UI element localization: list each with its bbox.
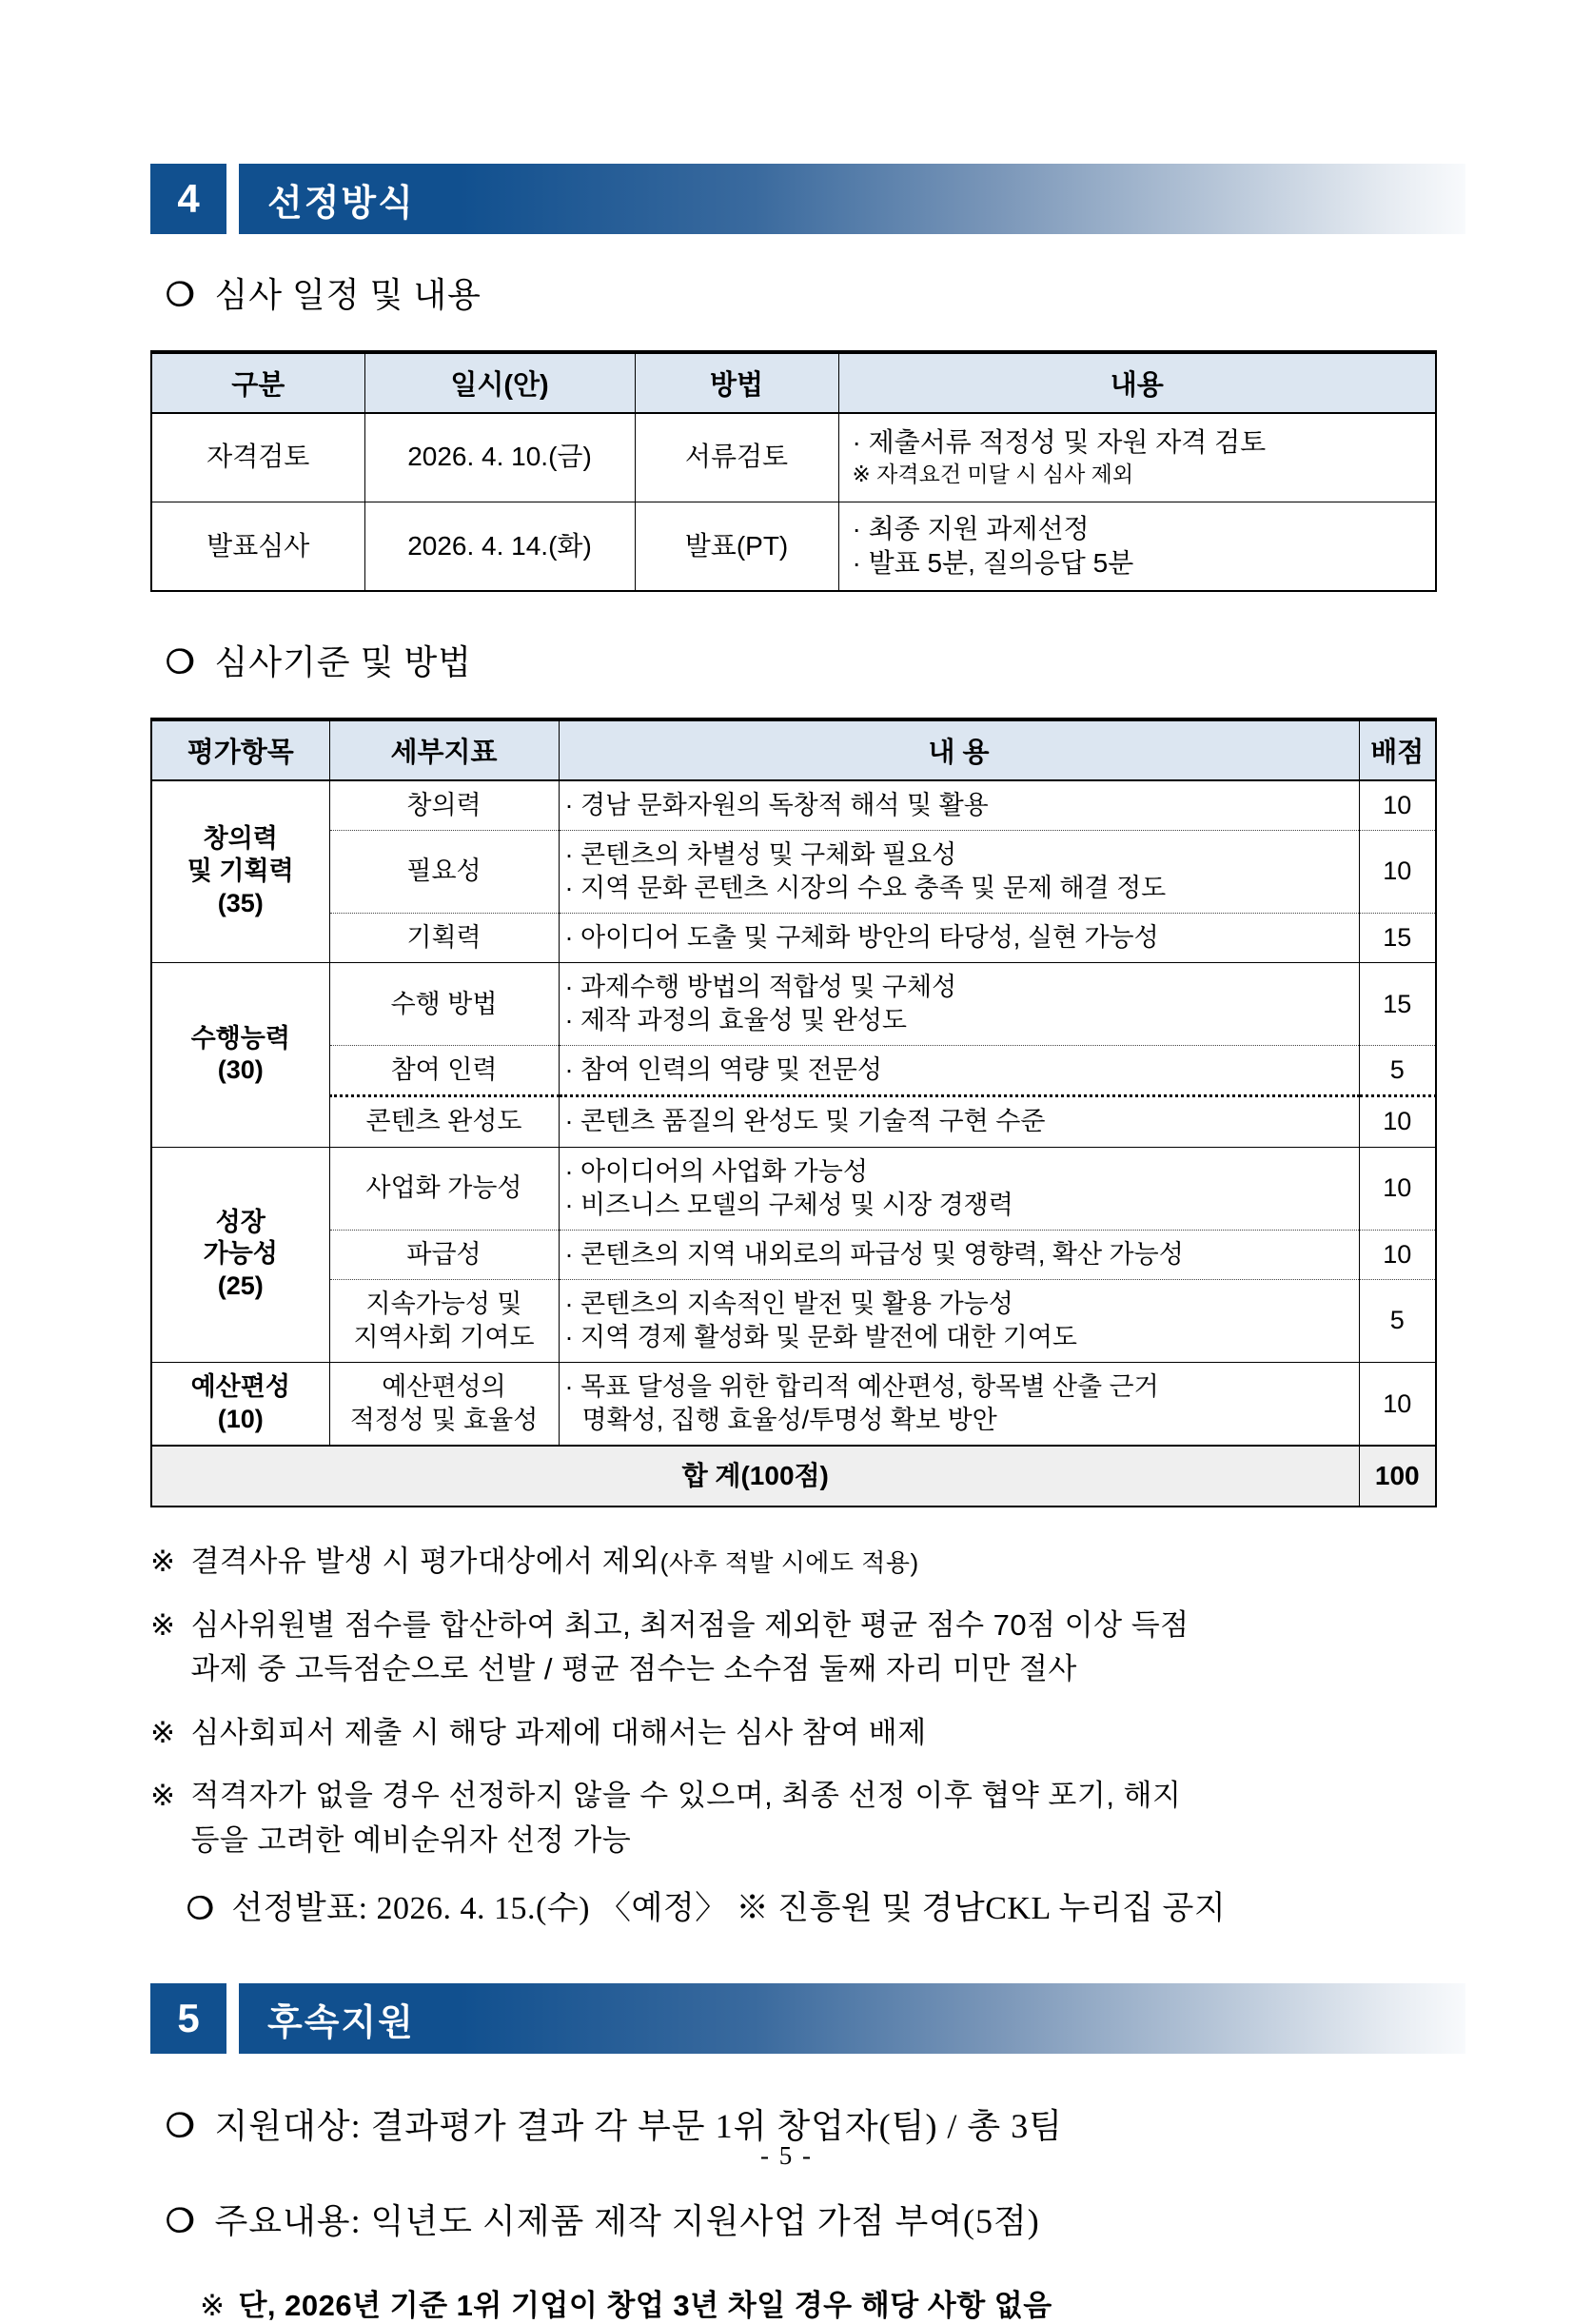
circle-bullet-icon: ❍ (187, 1891, 215, 1926)
support-content-line (166, 2200, 1468, 2244)
cell-eval-category: 예산편성 (10) (151, 1363, 329, 1447)
exception-warning-line (200, 2281, 1468, 2324)
cell-category: 자격검토 (151, 413, 364, 502)
table-row (151, 1046, 1436, 1096)
cell-content: · 콘텐츠 품질의 완성도 및 기술적 구현 수준 (559, 1096, 1359, 1147)
cell-content: · 콘텐츠의 차별성 및 구체화 필요성 · 지역 문화 콘텐츠 시장의 수요 충족 및 문제 해결 정도 (559, 830, 1359, 913)
cell-detail: 콘텐츠 완성도 (329, 1096, 559, 1147)
cell-eval-category: 성장 가능성 (25) (151, 1147, 329, 1362)
section-4-header (150, 164, 1465, 234)
cell-method: 서류검토 (635, 413, 838, 502)
table-row (151, 963, 1436, 1046)
table-row (151, 1147, 1436, 1230)
note-recusal: ※ 심사회피서 제출 시 해당 과제에 대해서는 심사 참여 배제 (150, 1711, 1468, 1756)
cell-content: · 콘텐츠의 지역 내외로의 파급성 및 영향력, 확산 가능성 (559, 1230, 1359, 1279)
circle-bullet-icon: ❍ (166, 278, 196, 313)
column-header: 구분 (151, 352, 364, 413)
note-no-qualified: ※ 적격자가 없을 경우 선정하지 않을 수 있으며, 최종 선정 이후 협약 포기, 해지 등을 고려한 예비순위자 선정 가능 (150, 1774, 1468, 1862)
schedule-table (150, 350, 1437, 593)
cell-content (838, 413, 1436, 502)
table-row (151, 1279, 1436, 1362)
selection-announcement-line (187, 1881, 1468, 1928)
table-row (151, 413, 1436, 502)
section-4-number-badge: 4 (150, 164, 226, 234)
reference-mark-icon: ※ (150, 1607, 176, 1642)
cell-category: 발표심사 (151, 502, 364, 591)
cell-detail: 수행 방법 (329, 963, 559, 1046)
cell-detail: 참여 인력 (329, 1046, 559, 1096)
cell-score: 10 (1359, 780, 1436, 831)
cell-score: 15 (1359, 963, 1436, 1046)
content-line: · 최종 지원 과제선정 (852, 513, 1090, 543)
notes-block (150, 1540, 1468, 1862)
cell-score: 10 (1359, 1096, 1436, 1147)
reference-mark-icon: ※ (200, 2289, 226, 2323)
note-disqualification: ※ 결격사유 발생 시 평가대상에서 제외(사후 적발 시에도 적용) (150, 1540, 1468, 1585)
cell-detail: 예산편성의 적정성 및 효율성 (329, 1363, 559, 1447)
cell-detail: 파급성 (329, 1230, 559, 1279)
column-header: 평가항목 (151, 719, 329, 780)
cell-content: · 과제수행 방법의 적합성 및 구체성 · 제작 과정의 효율성 및 완성도 (559, 963, 1359, 1046)
column-header: 배점 (1359, 719, 1436, 780)
cell-content: · 콘텐츠의 지속적인 발전 및 활용 가능성 · 지역 경제 활성화 및 문화 발전에 대한 기여도 (559, 1279, 1359, 1362)
section-5-number-badge: 5 (150, 1983, 226, 2054)
column-header: 내용 (838, 352, 1436, 413)
column-header: 내 용 (559, 719, 1359, 780)
schedule-table-header-row (151, 352, 1436, 413)
exception-warning-text: 단, 2026년 기준 1위 기업이 창업 3년 차일 경우 해당 사항 없음 (238, 2289, 1052, 2323)
cell-content: · 경남 문화자원의 독창적 해석 및 활용 (559, 780, 1359, 831)
reference-mark-icon: ※ (150, 1779, 176, 1813)
table-row (151, 1230, 1436, 1279)
table-row (151, 780, 1436, 831)
review-criteria-heading-label: 심사기준 및 방법 (214, 643, 472, 682)
cell-detail: 창의력 (329, 780, 559, 831)
section-5-title-bar (239, 1983, 1465, 2054)
circle-bullet-icon: ❍ (166, 2109, 196, 2145)
cell-content: · 아이디어의 사업화 가능성 · 비즈니스 모델의 구체성 및 시장 경쟁력 (559, 1147, 1359, 1230)
cell-score: 10 (1359, 830, 1436, 913)
column-header: 일시(안) (364, 352, 635, 413)
cell-detail: 기획력 (329, 914, 559, 963)
cell-score: 15 (1359, 914, 1436, 963)
review-schedule-heading-label: 심사 일정 및 내용 (214, 276, 482, 314)
table-row (151, 1363, 1436, 1447)
page-number: - 5 - (760, 2141, 813, 2170)
section-header-gap (226, 1983, 239, 2054)
note-scoring: ※ 심사위원별 점수를 합산하여 최고, 최저점을 제외한 평균 점수 70점 이상 득점 과제 중 고득점순으로 선발 / 평균 점수는 소수점 둘째 자리 미만 절사 (150, 1604, 1468, 1692)
cell-detail: 필요성 (329, 830, 559, 913)
column-header: 세부지표 (329, 719, 559, 780)
total-score: 100 (1359, 1446, 1436, 1507)
table-row (151, 830, 1436, 913)
cell-content (838, 502, 1436, 591)
selection-announcement-text: 선정발표: 2026. 4. 15.(수) 〈예정〉 ※ 진흥원 및 경남CKL 누리집 공지 (231, 1891, 1227, 1927)
total-row (151, 1446, 1436, 1507)
support-target-text: 지원대상: 결과평가 결과 각 부문 1위 창업자(팀) / 총 3팀 (214, 2107, 1063, 2146)
section-header-gap (226, 164, 239, 234)
column-header: 방법 (635, 352, 838, 413)
cell-date: 2026. 4. 14.(화) (364, 502, 635, 591)
cell-score: 5 (1359, 1279, 1436, 1362)
review-criteria-heading (166, 641, 1468, 685)
table-row (151, 1096, 1436, 1147)
cell-content: · 목표 달성을 위한 합리적 예산편성, 항목별 산출 근거 명확성, 집행 효율성/투명성 확보 방안 (559, 1363, 1359, 1447)
criteria-table (150, 718, 1437, 1507)
reference-mark-icon: ※ (150, 1545, 176, 1579)
cell-score: 10 (1359, 1230, 1436, 1279)
cell-score: 5 (1359, 1046, 1436, 1096)
total-label: 합 계(100점) (151, 1446, 1359, 1507)
cell-method: 발표(PT) (635, 502, 838, 591)
cell-detail: 지속가능성 및 지역사회 기여도 (329, 1279, 559, 1362)
table-row (151, 502, 1436, 591)
support-content-text: 주요내용: 익년도 시제품 제작 지원사업 가점 부여(5점) (214, 2201, 1040, 2240)
table-row (151, 914, 1436, 963)
cell-detail: 사업화 가능성 (329, 1147, 559, 1230)
cell-eval-category: 창의력 및 기획력 (35) (151, 780, 329, 963)
circle-bullet-icon: ❍ (166, 2203, 196, 2239)
content-line: · 발표 5분, 질의응답 5분 (852, 547, 1134, 578)
criteria-table-header-row (151, 719, 1436, 780)
section-4-title-bar (239, 164, 1465, 234)
cell-content: · 참여 인력의 역량 및 전문성 (559, 1046, 1359, 1096)
cell-score: 10 (1359, 1147, 1436, 1230)
cell-content: · 아이디어 도출 및 구체화 방안의 타당성, 실현 가능성 (559, 914, 1359, 963)
cell-date: 2026. 4. 10.(금) (364, 413, 635, 502)
review-schedule-heading (166, 274, 1468, 318)
section-4-title: 선정방식 (267, 183, 415, 224)
section-5-header (150, 1983, 1465, 2054)
cell-eval-category: 수행능력 (30) (151, 963, 329, 1147)
circle-bullet-icon: ❍ (166, 645, 196, 681)
reference-mark-icon: ※ (150, 1715, 176, 1749)
content-line: · 제출서류 적정성 및 자원 자격 검토 (852, 427, 1267, 458)
cell-score: 10 (1359, 1363, 1436, 1447)
section-5-title: 후속지원 (267, 2002, 415, 2043)
content-note-line: ※ 자격요건 미달 시 심사 제외 (852, 461, 1134, 486)
